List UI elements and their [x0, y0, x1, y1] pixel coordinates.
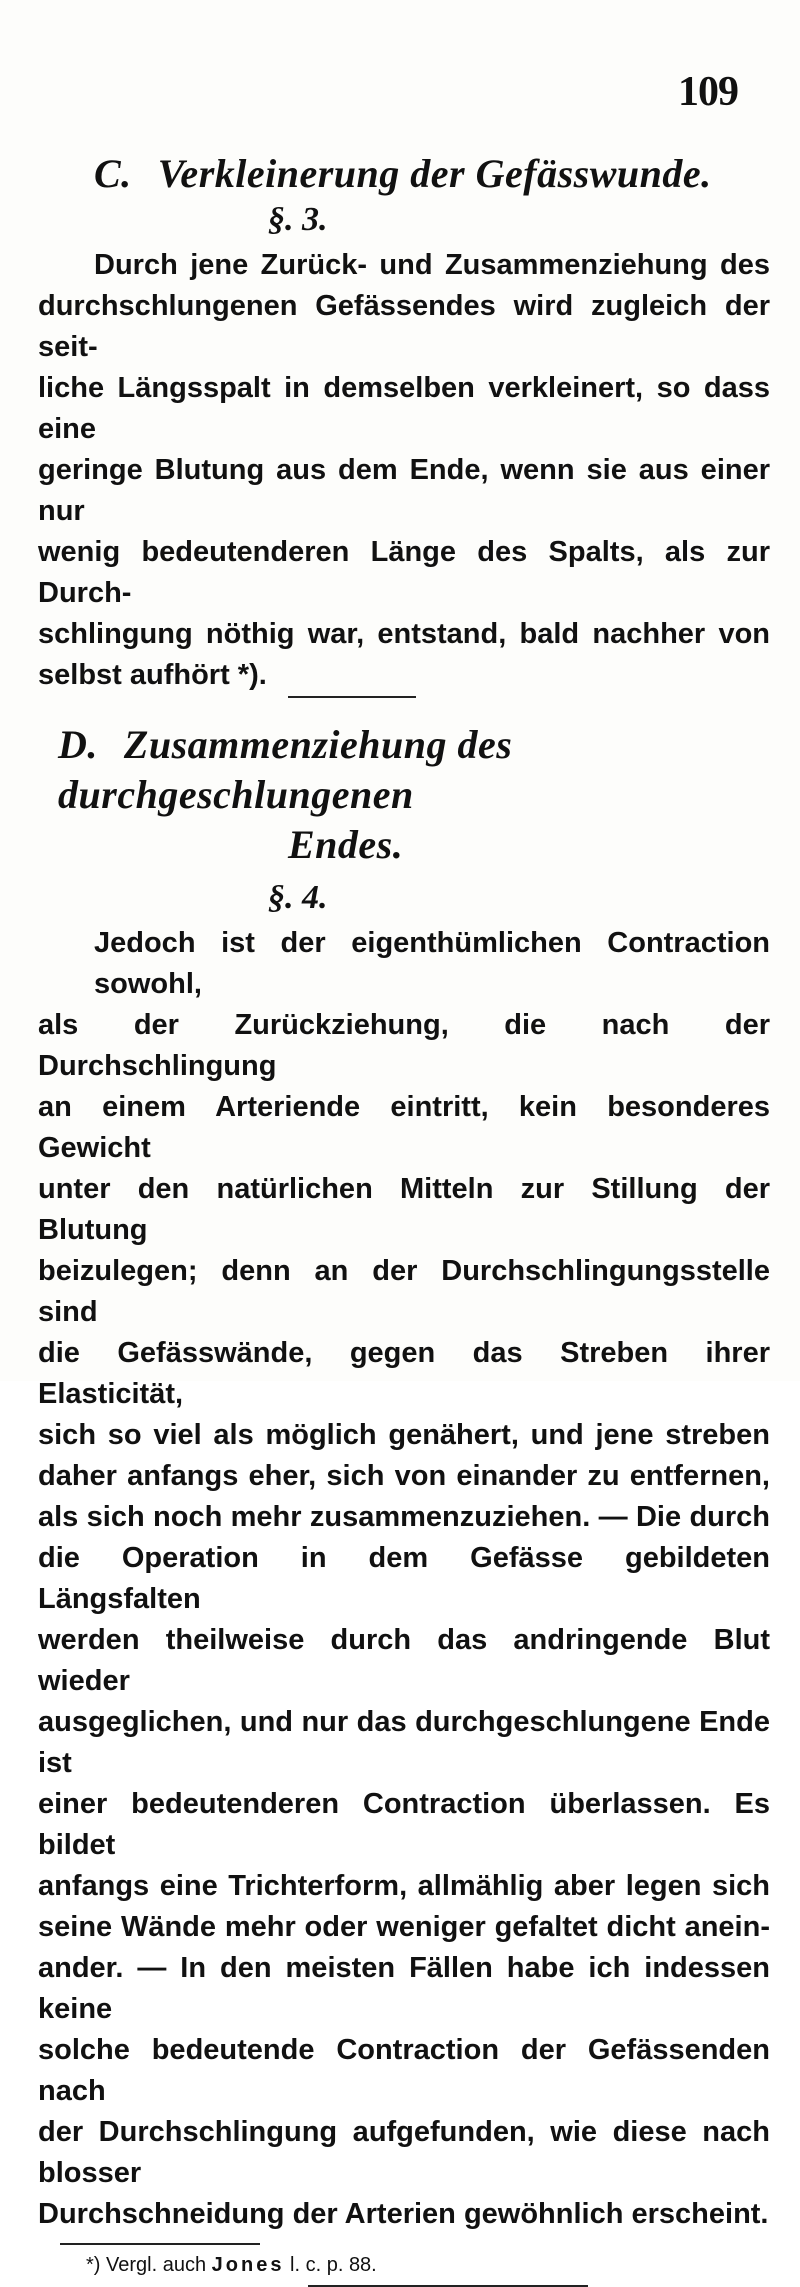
section-d-title-line1: Zusammenziehung des durchgeschlungenen — [58, 721, 513, 817]
body-line: beizulegen; denn an der Durchschlingungsstelle sind — [38, 1254, 770, 1328]
body-line: wenig bedeutenderen Länge des Spalts, als zur Durch- — [38, 535, 770, 609]
body-line: sich so viel als möglich genähert, und jene streben — [38, 1418, 770, 1451]
section-d-body — [38, 923, 770, 2235]
section-d-letter: D. — [58, 721, 98, 767]
footnote-prefix: Vergl. auch — [106, 2253, 207, 2276]
body-line: schlingung nöthig war, entstand, bald nachher von — [38, 617, 770, 650]
footnote-marker: *) — [86, 2253, 101, 2276]
section-d-paragraph-mark: §. 4. — [268, 878, 328, 916]
body-line: ander. — In den meisten Fällen habe ich indessen keine — [38, 1951, 770, 2025]
footnote-author: Jones — [211, 2253, 285, 2276]
body-line: an einem Arteriende eintritt, kein besonderes Gewicht — [38, 1090, 770, 1164]
section-c-letter: C. — [94, 151, 132, 196]
body-line: selbst aufhört *). — [38, 658, 267, 691]
footnote-separator — [60, 2243, 260, 2245]
body-line: durchschlungenen Gefässendes wird zugleich der seit- — [38, 289, 770, 363]
footnote-bottom-rule — [308, 2285, 588, 2287]
section-d-heading — [38, 720, 770, 870]
body-line: die Gefässwände, gegen das Streben ihrer Elasticität, — [38, 1336, 770, 1410]
body-line: anfangs eine Trichterform, allmählig aber legen sich — [38, 1869, 770, 1902]
body-line: als der Zurückziehung, die nach der Durchschlingung — [38, 1008, 770, 1082]
section-c-paragraph-mark: §. 3. — [268, 201, 328, 238]
section-c-heading — [38, 152, 770, 196]
body-line: seine Wände mehr oder weniger gefaltet dicht anein- — [38, 1910, 770, 1943]
footnote — [86, 2251, 770, 2279]
body-line: Durchschneidung der Arterien gewöhnlich erscheint. — [38, 2197, 769, 2230]
body-line: einer bedeutenderen Contraction überlassen. Es bildet — [38, 1787, 770, 1861]
page-number: 109 — [678, 69, 738, 115]
body-line: die Operation in dem Gefässe gebildeten Längsfalten — [38, 1541, 770, 1615]
body-line: solche bedeutende Contraction der Gefässenden nach — [38, 2033, 770, 2107]
body-line: geringe Blutung aus dem Ende, wenn sie aus einer nur — [38, 453, 770, 527]
body-line: werden theilweise durch das andringende Blut wieder — [38, 1623, 770, 1697]
body-line: Jedoch ist der eigenthümlichen Contraction sowohl, — [94, 926, 770, 1000]
section-d-title-line2: Endes. — [288, 821, 404, 867]
footnote-suffix: l. c. p. 88. — [290, 2253, 377, 2276]
body-line: Durch jene Zurück- und Zusammenziehung des — [94, 248, 770, 281]
body-line: als sich noch mehr zusammenzuziehen. — Die durch — [38, 1500, 770, 1533]
body-line: daher anfangs eher, sich von einander zu entfernen, — [38, 1459, 770, 1492]
body-line: der Durchschlingung aufgefunden, wie diese nach blosser — [38, 2115, 770, 2189]
section-c-title: Verkleinerung der Gefässwunde. — [157, 151, 712, 196]
section-separator — [288, 696, 416, 698]
body-line: ausgeglichen, und nur das durchgeschlungene Ende ist — [38, 1705, 770, 1779]
body-line: liche Längsspalt in demselben verkleinert, so dass eine — [38, 371, 770, 445]
section-c-body — [38, 245, 770, 696]
body-line: unter den natürlichen Mitteln zur Stillung der Blutung — [38, 1172, 770, 1246]
